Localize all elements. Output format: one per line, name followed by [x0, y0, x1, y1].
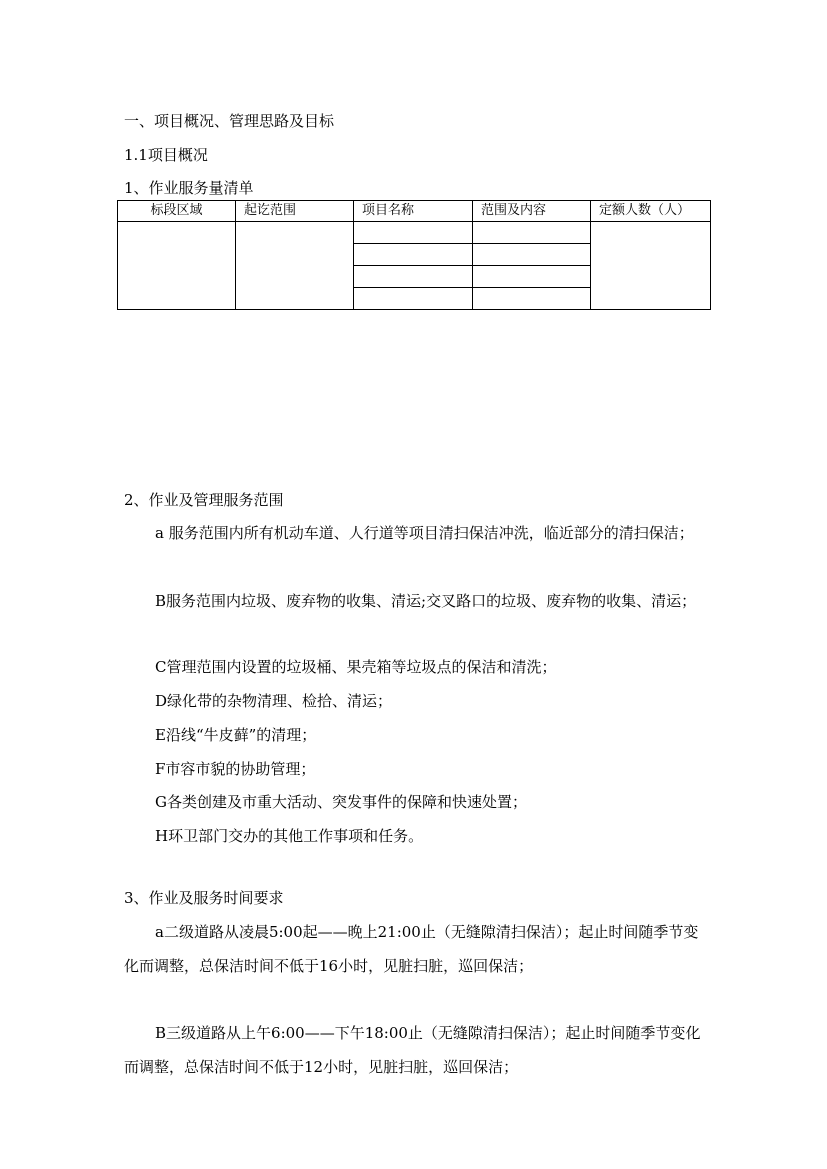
table-header-cell: 项目名称 — [354, 201, 473, 222]
table-cell-content — [473, 288, 591, 310]
table-cell-item — [354, 288, 473, 310]
table-cell-quota — [591, 222, 711, 310]
section-1-title: 1、作业服务量清单 — [124, 179, 254, 197]
table-header-cell: 范围及内容 — [473, 201, 591, 222]
table-header-row — [118, 201, 711, 222]
table-header-cell: 定额人数（人） — [591, 201, 711, 222]
service-quantity-table — [117, 200, 711, 310]
table-cell-content — [473, 266, 591, 288]
section-2-item-e: E沿线“牛皮藓”的清理； — [155, 726, 317, 744]
section-2-item-h: H环卫部门交办的其他工作事项和任务。 — [155, 827, 424, 845]
table-cell-range — [236, 222, 354, 310]
table-cell-region — [118, 222, 236, 310]
table-cell-content — [473, 222, 591, 244]
table-cell-content — [473, 244, 591, 266]
section-3-title: 3、作业及服务时间要求 — [124, 889, 284, 907]
section-2-item-g: G各类创建及市重大活动、突发事件的保障和快速处置； — [155, 793, 527, 811]
section-2-item-f: F市容市貌的协助管理； — [155, 760, 316, 778]
section-2-item-c: C管理范围内设置的垃圾桶、果壳箱等垃圾点的保洁和清洗； — [155, 658, 557, 676]
section-2-title: 2、作业及管理服务范围 — [124, 491, 284, 509]
table-cell-item — [354, 266, 473, 288]
heading-project-overview-goals: 一、项目概况、管理思路及目标 — [124, 112, 335, 130]
table-cell-item — [354, 222, 473, 244]
section-2-item-a: a 服务范围内所有机动车道、人行道等项目清扫保洁冲洗，临近部分的清扫保洁； — [155, 524, 694, 542]
section-2-item-b: B服务范围内垃圾、废弃物的收集、清运;交叉路口的垃圾、废弃物的收集、清运； — [155, 592, 697, 610]
section-3-item-b: B三级道路从上午6:00——下午18:00止（无缝隙清扫保洁）；起止时间随季节变化而调整，总保洁时间不低于12小时，见脏扫脏，巡回保洁； — [124, 1024, 701, 1076]
section-2-item-d: D绿化带的杂物清理、检拾、清运； — [155, 692, 393, 710]
table-cell-item — [354, 244, 473, 266]
table-header-cell: 标段区域 — [118, 201, 236, 222]
heading-1-1-project-overview: 1.1项目概况 — [124, 146, 208, 164]
table-header-cell: 起讫范围 — [236, 201, 354, 222]
table-row — [118, 222, 711, 244]
section-3-item-a: a二级道路从凌晨5:00起——晚上21:00止（无缝隙清扫保洁）；起止时间随季节变化而调整，总保洁时间不低于16小时，见脏扫脏，巡回保洁； — [124, 923, 699, 975]
